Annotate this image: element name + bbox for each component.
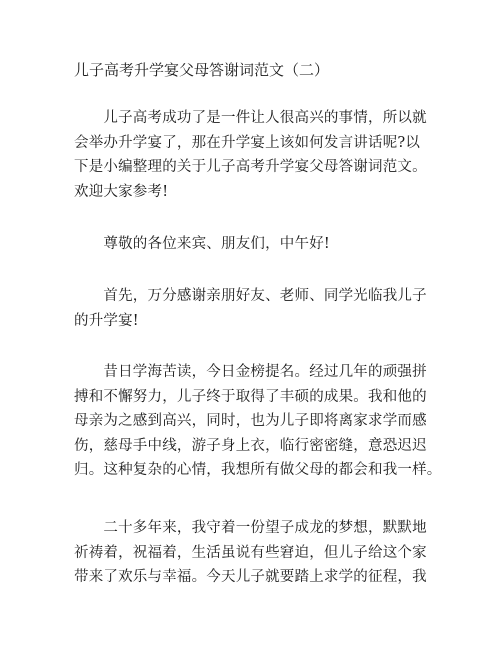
- paragraph-line: 儿子高考成功了是一件让人很高兴的事情，所以就: [74, 110, 427, 126]
- paragraph-line: 搏和不懈努力，儿子终于取得了丰硕的成果。我和他的: [74, 388, 427, 405]
- paragraph-line: 带来了欢乐与幸福。今天儿子就要踏上求学的征程，我: [74, 569, 427, 585]
- paragraph-line: 的升学宴!: [74, 312, 139, 329]
- paragraph-line: 首先，万分感谢亲朋好友、老师、同学光临我儿子: [74, 288, 427, 304]
- paragraph-intro: [74, 106, 446, 204]
- paragraph-line: 二十多年来，我守着一份望子成龙的梦想，默默地: [74, 520, 427, 536]
- paragraph-years: [74, 516, 446, 590]
- paragraph-line: 母亲为之感到高兴，同时，也为儿子即将离家求学而感: [74, 413, 427, 429]
- paragraph-line: 下是小编整理的关于儿子高考升学宴父母答谢词范文。: [74, 159, 427, 175]
- paragraph-study: [74, 360, 446, 483]
- paragraph-line: 尊敬的各位来宾、朋友们，中午好!: [74, 236, 330, 252]
- paragraph-greeting: [74, 232, 446, 257]
- paragraph-line: 昔日学海苦读，今日金榜提名。经过几年的顽强拼: [74, 364, 427, 380]
- paragraph-line: 归。这种复杂的心情，我想所有做父母的都会和我一样。: [74, 462, 442, 478]
- paragraph-line: 伤，慈母手中线，游子身上衣，临行密密缝，意恐迟迟: [74, 437, 427, 454]
- paragraph-line: 欢迎大家参考!: [74, 183, 169, 200]
- paragraph-thanks: [74, 284, 446, 333]
- paragraph-line: 会举办升学宴了，那在升学宴上该如何发言讲话呢?以: [74, 134, 421, 151]
- paragraph-line: 祈祷着，祝福着，生活虽说有些窘迫，但儿子给这个家: [74, 544, 427, 561]
- document-title: 儿子高考升学宴父母答谢词范文（二）: [74, 61, 330, 79]
